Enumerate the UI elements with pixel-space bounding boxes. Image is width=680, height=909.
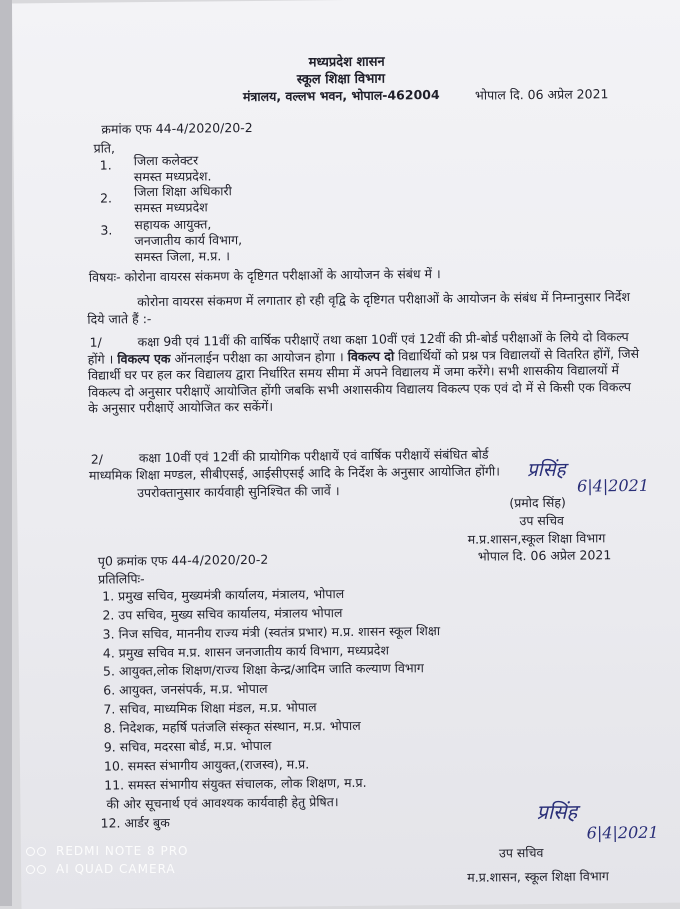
copy-item: 8. निदेशक, महर्षि पतंजलि संस्कृत संस्थान, म.प्र. भोपाल: [103, 717, 361, 736]
camera-lens-icon: [26, 847, 46, 856]
copy-item: 5. आयुक्त,लोक शिक्षण/राज्य शिक्षा केन्द्र/आदिम जाति कल्याण विभाग: [102, 660, 424, 679]
watermark-line-1: REDMI NOTE 8 PRO: [56, 844, 189, 858]
copy-item: 10. समस्त संभागीय आयुक्त,(राजस्व), म.प्र.: [103, 756, 310, 774]
copy-item: की ओर सूचनार्थ एवं आवश्यक कार्यवाही हेतु प्रेषित।: [106, 794, 339, 812]
recipient-line: समस्त मध्यप्रदेश: [134, 199, 208, 216]
camera-watermark: [26, 842, 188, 878]
copy-signer-title: उप सचिव: [498, 844, 544, 861]
copy-item: 4. प्रमुख सचिव म.प्र. शासन जनजातीय कार्य विभाग, मध्यप्रदेश: [102, 642, 389, 661]
signer-place-date: भोपाल दि. 06 अप्रेल 2021: [477, 547, 612, 564]
header-place-date: भोपाल दि. 06 अप्रेल 2021: [474, 86, 609, 103]
copy-item: 9. सचिव, मदरसा बोर्ड, म.प्र. भोपाल: [103, 737, 272, 755]
copy-label: प्रतिलिपिः-: [97, 571, 145, 587]
recipient-line: जिला शिक्षा अधिकारी: [133, 183, 232, 200]
copy-item: 6. आयुक्त, जनसंपर्क, म.प्र. भोपाल: [103, 680, 268, 698]
recipient-line: जनजातीय कार्य विभाग,: [134, 232, 243, 249]
copy-item: 3. निज सचिव, माननीय राज्य मंत्री (स्वतंत्र प्रभार) म.प्र. शासन स्कूल शिक्षा: [102, 623, 441, 642]
point-2-paragraph: कक्षा 10वीं एवं 12वीं की प्रायोगिक परीक्षायें एवं वार्षिक परीक्षायें संबंधित बोर्ड माध्यमिक शिक्षा मण्डल, सीबीएसई, आईसीएसई आदि के निर्देश के अनुसार आयोजित होंगी।: [88, 446, 501, 483]
point-1-text-a: कक्षा 9वी एवं 11वीं की वार्षिक परीक्षाऐं तथा कक्षा 10वीं एवं 12वीं की प्री-बोर्ड परीक्षाओं के लिये दो विकल्प होंगे ।: [87, 329, 629, 367]
handwritten-sign-date: 6|4|2021: [586, 822, 659, 843]
closing-line: उपरोक्तानुसार कार्यवाही सुनिश्चित की जावें ।: [137, 483, 340, 501]
header-government: मध्यप्रदेश शासन: [308, 54, 385, 71]
letter-page: [12, 0, 680, 909]
page-edge-shadow: [0, 0, 12, 906]
letter-reference: क्रमांक एफ 44-4/2020/20-2: [101, 119, 253, 137]
copy-item: 11. समस्त संभागीय संयुक्त संचालक, लोक शिक्षण, म.प्र.: [104, 774, 367, 793]
signer-department: म.प्र.शासन,स्कूल शिक्षा विभाग: [467, 530, 606, 547]
point-1-text-b: ऑनलाईन परीक्षा का आयोजन होगा ।: [170, 348, 348, 366]
recipient-line: सहायक आयुक्त,: [134, 216, 212, 233]
point-number: 2/: [90, 451, 104, 467]
recipient-number: 1.: [99, 157, 112, 173]
handwritten-signature: प्रसिंह: [536, 799, 578, 825]
handwritten-sign-date: 6|4|2021: [577, 475, 650, 496]
copy-item: 12. आर्डर बुक: [100, 814, 170, 831]
camera-lens-icon: [26, 865, 46, 874]
header-department: स्कूल शिक्षा विभाग: [296, 71, 386, 88]
recipient-number: 2.: [99, 190, 113, 206]
intro-paragraph: कोरोना वायरस संकमण में लगातार हो रही वृद्वि के दृष्टिगत परीक्षाओं के आयोजन के संबंध में निम्नानुसार निर्देश दिये जाते हैं :-: [87, 289, 631, 327]
subject-line: विषयः- कोरोना वायरस संकमण के दृष्टिगत परीक्षाओं के आयोजन के संबंध में ।: [88, 266, 441, 285]
copy-item: 7. सचिव, माध्यमिक शिक्षा मंडल, म.प्र. भोपाल: [103, 699, 317, 717]
signer-title: उप सचिव: [519, 512, 565, 529]
signer-name: (प्रमोद सिंह): [509, 494, 566, 511]
copy-signer-department: म.प्र.शासन, स्कूल शिक्षा विभाग: [467, 868, 609, 885]
copy-item: 2. उप सचिव, मुख्य सचिव कार्यालय, मंत्रालय भोपाल: [102, 605, 343, 623]
recipient-line: समस्त जिला, म.प्र. ।: [134, 248, 231, 265]
point-1-text-c: विद्यार्थियों को प्रश्न पत्र विद्यालयों से वितरित होंगें, जिसे विद्यार्थी घर पर हल कर विद्यालय द्वारा निर्धारित समय सीमा में अपने विद्यालय में जमा करेंगे। सभी शासकीय विद्यालयों में विकल्प दो अनुसार परीक्षाऐं आयोजित होंगी जबकि सभी अशासकीय विद्यालय विकल्प एक एवं दो में से किसी एक विकल्प के अनुसार परीक्षाऐं आयोजित कर सकेंगें।: [87, 345, 640, 416]
recipient-line: समस्त मध्यप्रदेश.: [133, 168, 212, 185]
header-address: मंत्रालय, वल्लभ भवन, भोपाल-462004: [242, 87, 440, 105]
copy-item: 1. प्रमुख सचिव, मुख्यमंत्री कार्यालय, मंत्रालय, भोपाल: [102, 586, 345, 604]
option-one-label: विकल्प एक: [117, 350, 171, 366]
watermark-line-2: AI QUAD CAMERA: [56, 862, 176, 876]
recipient-number: 3.: [100, 222, 113, 238]
recipient-line: जिला कलेक्टर: [133, 152, 199, 169]
to-label: प्रति,: [93, 140, 116, 156]
copy-reference: पृ0 क्रमांक एफ 44-4/2020/20-2: [97, 551, 269, 569]
option-two-label: विकल्प दो: [347, 348, 395, 364]
point-number: 1/: [89, 334, 102, 350]
handwritten-signature: प्रसिंह: [526, 458, 566, 482]
point-1-paragraph: [87, 329, 644, 417]
